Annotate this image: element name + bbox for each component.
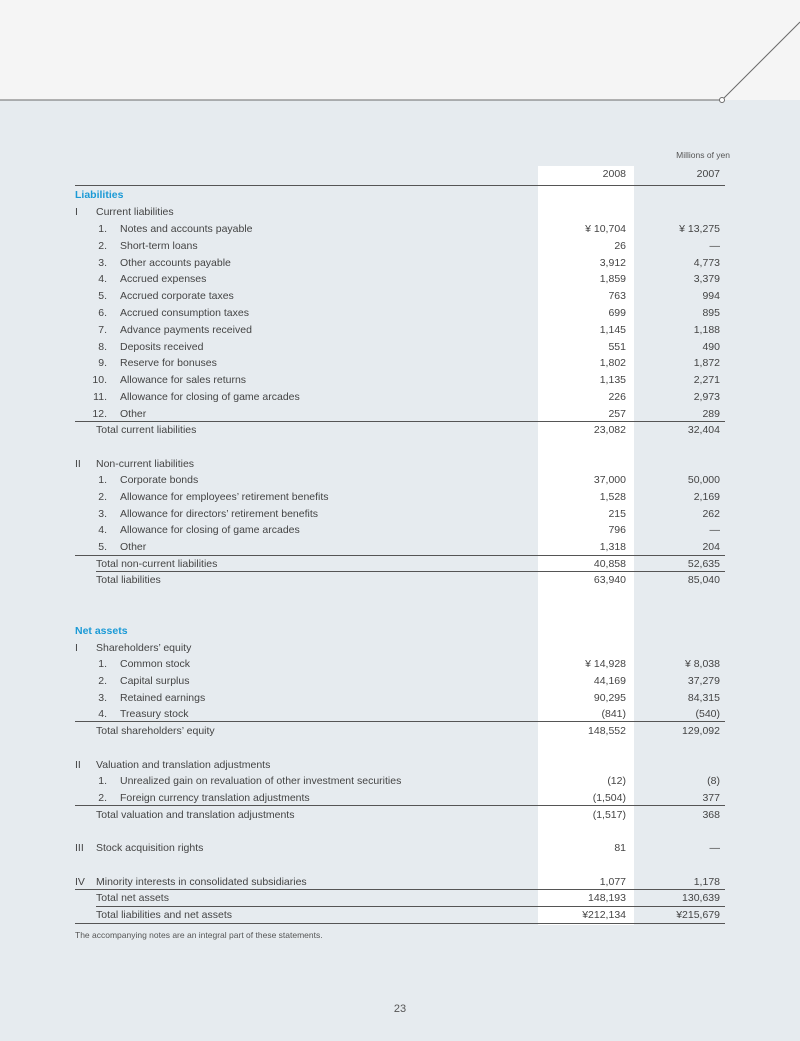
total-net-assets-row: Total net assets 148,193 130,639 [96, 892, 720, 904]
table-row [0, 489, 800, 505]
shareholders-total-rule [75, 721, 725, 722]
value-2008: 26 [614, 239, 626, 252]
item-label: Other [120, 407, 147, 420]
footnote: The accompanying notes are an integral part of these statements. [75, 930, 323, 940]
value-2007: 262 [702, 507, 720, 520]
table-row [0, 406, 800, 422]
table-row [0, 322, 800, 338]
value-2007: 84,315 [687, 691, 720, 704]
item-label: Foreign currency translation adjustments [120, 791, 310, 804]
table-row [0, 673, 800, 689]
net-assets-heading: Net assets [75, 625, 128, 637]
value-2008: 1,802 [599, 357, 626, 370]
item-number: 10. [92, 374, 107, 387]
item-number: 4. [98, 273, 107, 286]
value-2008: (841) [601, 708, 626, 721]
units-label: Millions of yen [676, 150, 730, 160]
item-number: 12. [92, 407, 107, 420]
table-row [0, 288, 800, 304]
item-label: Accrued consumption taxes [120, 307, 249, 319]
value-2008: 226 [608, 391, 626, 403]
value-2008: 257 [608, 407, 626, 420]
value-2007: — [709, 239, 720, 252]
item-label: Accrued corporate taxes [120, 290, 234, 303]
value-2007: ¥ 8,038 [684, 658, 720, 670]
value-2008: 763 [608, 290, 626, 303]
value-2007: 4,773 [693, 256, 720, 269]
item-number: 2. [98, 490, 107, 503]
item-label: Allowance for employees’ retirement benefits [120, 490, 329, 503]
item-number: 8. [98, 340, 107, 353]
item-number: 3. [98, 256, 107, 269]
table-row [0, 255, 800, 271]
table-row [0, 506, 800, 522]
year-2008-header: 2008 [602, 168, 626, 180]
total-noncurrent-liabilities-row: Total non-current liabilities 40,858 52,635 [96, 558, 720, 570]
item-label: Treasury stock [120, 708, 189, 721]
total-valuation-adjustments-row: Total valuation and translation adjustments (1,517) 368 [96, 809, 720, 821]
value-2007: 377 [702, 791, 720, 804]
item-number: 5. [98, 541, 107, 554]
stock-acquisition-rights-row: III Stock acquisition rights 81 — [75, 842, 720, 854]
value-2007: 204 [702, 541, 720, 554]
table-row [0, 238, 800, 254]
value-2008: (12) [607, 775, 626, 787]
value-2008: 1,528 [599, 490, 626, 503]
item-label: Deposits received [120, 340, 204, 353]
value-2007: 1,188 [693, 323, 720, 336]
table-row [0, 656, 800, 672]
item-label: Advance payments received [120, 323, 252, 336]
item-number: 5. [98, 290, 107, 303]
value-2008: 1,859 [599, 273, 626, 286]
value-2008: 1,145 [599, 323, 626, 336]
value-2008: ¥ 14,928 [585, 658, 626, 670]
total-liabilities-net-assets-row: Total liabilities and net assets ¥212,134 ¥215,679 [96, 909, 720, 921]
item-label: Short-term loans [120, 239, 198, 252]
item-label: Capital surplus [120, 674, 190, 687]
item-number: 1. [98, 223, 107, 235]
item-label: Other [120, 541, 147, 554]
item-label: Accrued expenses [120, 273, 207, 286]
item-label: Common stock [120, 658, 191, 670]
table-row [0, 221, 800, 237]
item-number: 2. [98, 239, 107, 252]
value-2007: ¥ 13,275 [679, 223, 720, 235]
table-row [0, 539, 800, 555]
item-number: 11. [93, 391, 107, 403]
value-2007: 490 [702, 340, 720, 353]
item-number: 1. [98, 775, 107, 787]
value-2007: 50,000 [687, 474, 720, 486]
table-row [0, 690, 800, 706]
value-2007: 895 [702, 307, 720, 319]
value-2007: 2,169 [693, 490, 720, 503]
item-number: 9. [98, 357, 107, 370]
item-number: 6. [98, 307, 107, 319]
header-rule [75, 185, 725, 186]
value-2008: 1,318 [599, 541, 626, 554]
noncurrent-liabilities-header: II Non-current liabilities [75, 458, 195, 470]
liabilities-heading: Liabilities [75, 189, 124, 201]
value-2007: 2,271 [693, 374, 720, 387]
item-label: Corporate bonds [120, 474, 199, 486]
shareholders-equity-header: I Shareholders’ equity [75, 642, 192, 654]
page-number: 23 [393, 1003, 407, 1015]
item-number: 2. [98, 791, 107, 804]
item-number: 7. [98, 323, 107, 336]
final-rule [75, 923, 725, 924]
value-2007: — [709, 524, 720, 537]
item-label: Allowance for closing of game arcades [120, 391, 300, 403]
item-label: Other accounts payable [120, 256, 231, 269]
table-row [0, 706, 800, 722]
item-label: Allowance for closing of game arcades [120, 524, 300, 537]
value-2008: 37,000 [593, 474, 626, 486]
table-row [0, 355, 800, 371]
value-2007: 2,973 [693, 391, 720, 403]
value-2008: (1,504) [592, 791, 626, 804]
item-label: Reserve for bonuses [120, 357, 217, 370]
value-2008: ¥ 10,704 [585, 223, 626, 235]
value-2007: (8) [707, 775, 720, 787]
total-shareholders-equity-row: Total shareholders’ equity 148,552 129,092 [96, 725, 720, 737]
value-2007: 289 [702, 407, 720, 420]
item-label: Allowance for directors’ retirement benefits [120, 507, 319, 520]
table-row [0, 790, 800, 806]
value-2008: 3,912 [599, 256, 626, 269]
current-liabilities-header: I Current liabilities [75, 206, 174, 218]
value-2008: 699 [608, 307, 626, 319]
item-number: 3. [98, 507, 107, 520]
header-decoration [0, 0, 800, 110]
table-row [0, 305, 800, 321]
value-2008: 44,169 [593, 674, 626, 687]
valuation-total-rule [75, 805, 725, 806]
item-number: 2. [98, 674, 107, 687]
item-label: Notes and accounts payable [120, 223, 253, 235]
value-2008: 1,135 [599, 374, 626, 387]
item-label: Allowance for sales returns [120, 374, 247, 387]
item-label: Retained earnings [120, 691, 206, 704]
table-row [0, 372, 800, 388]
table-row [0, 773, 800, 789]
year-2007-header: 2007 [696, 168, 720, 180]
table-row [0, 389, 800, 405]
item-label: Unrealized gain on revaluation of other investment securities [120, 775, 402, 787]
value-2008: 215 [608, 507, 626, 520]
value-2007: 994 [702, 290, 720, 303]
item-number: 3. [98, 691, 107, 704]
minority-interests-row: IV Minority interests in consolidated subsidiaries 1,077 1,178 [75, 876, 720, 888]
value-2007: 1,872 [693, 357, 720, 370]
value-2008: 796 [608, 524, 626, 537]
table-row [0, 339, 800, 355]
table-row [0, 271, 800, 287]
value-2008: 551 [608, 340, 626, 353]
item-number: 4. [98, 524, 107, 537]
item-number: 1. [98, 658, 107, 670]
value-2007: 3,379 [693, 273, 720, 286]
total-liabilities-row: Total liabilities 63,940 85,040 [96, 574, 720, 586]
item-number: 1. [98, 474, 107, 486]
item-number: 4. [98, 708, 107, 721]
table-row [0, 522, 800, 538]
value-2007: (540) [695, 708, 720, 721]
valuation-adjustments-header: II Valuation and translation adjustments [75, 759, 271, 771]
value-2008: 90,295 [593, 691, 626, 704]
value-2007: 37,279 [687, 674, 720, 687]
total-current-liabilities-row: Total current liabilities 23,082 32,404 [96, 424, 720, 436]
table-row [0, 472, 800, 488]
